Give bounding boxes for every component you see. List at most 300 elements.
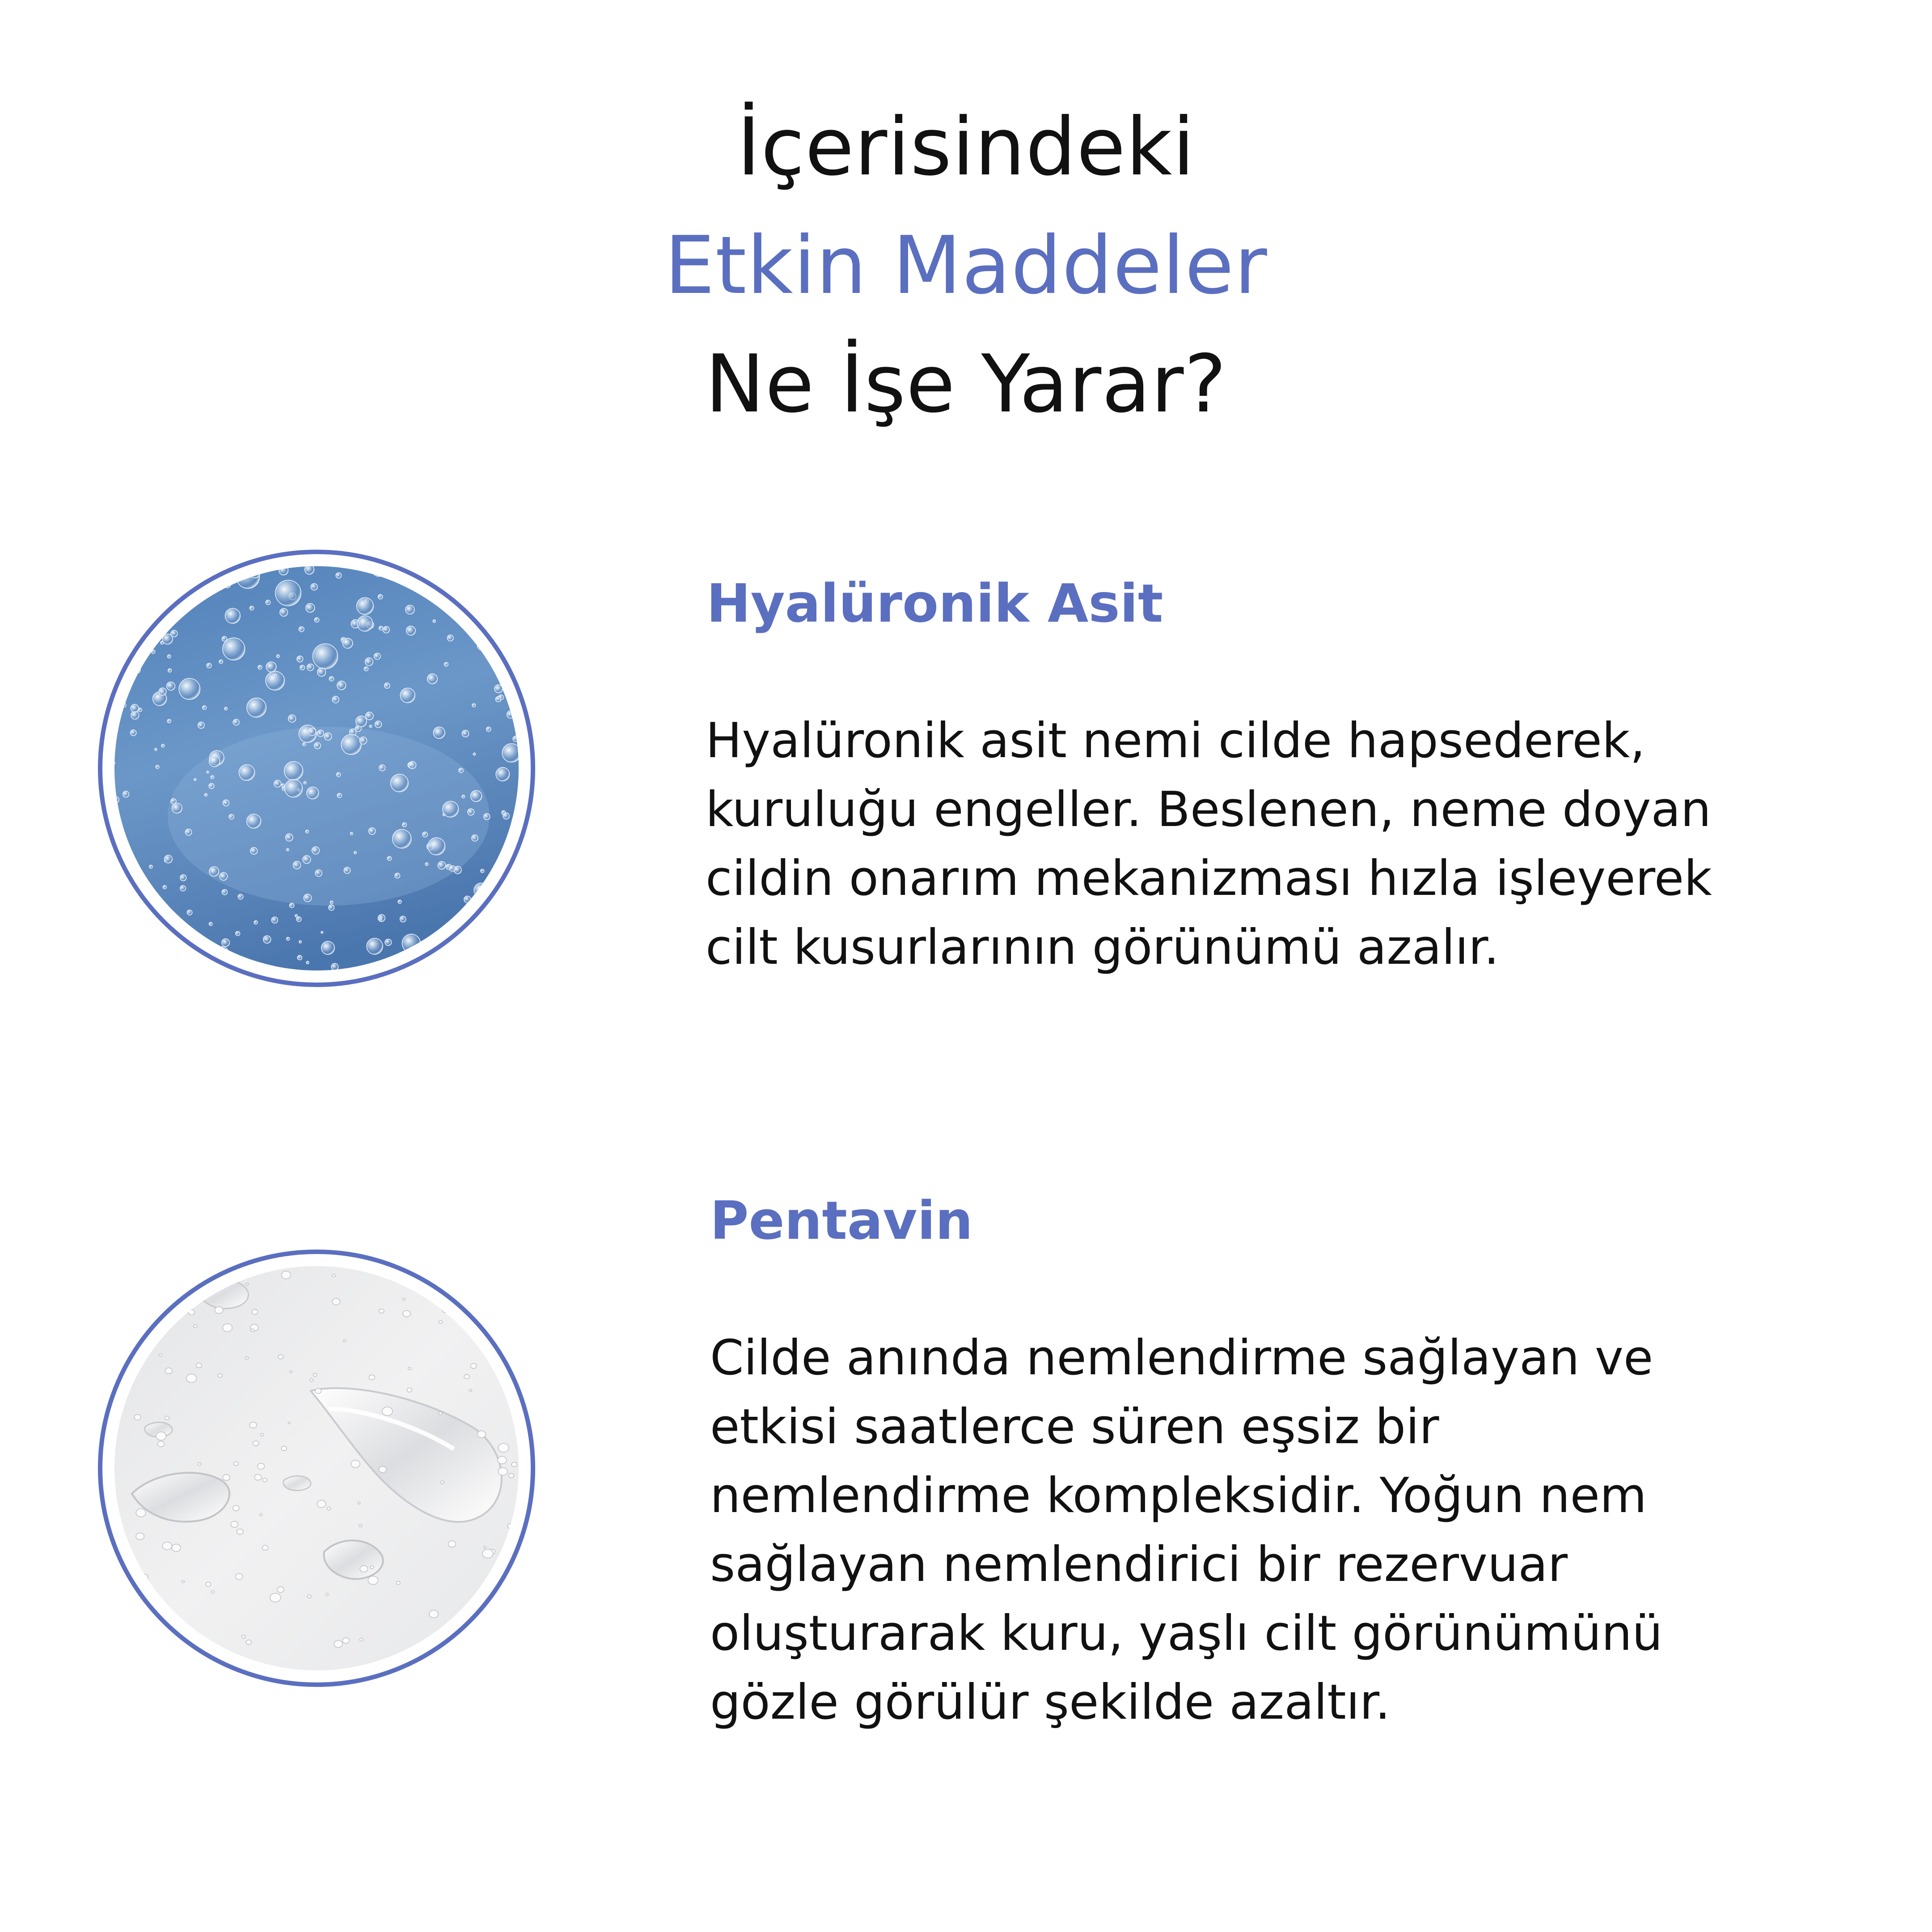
droplet — [211, 1591, 214, 1593]
bubble — [297, 656, 303, 662]
droplet — [509, 1473, 514, 1478]
bubble — [288, 715, 296, 722]
bubble — [317, 668, 326, 677]
droplet — [215, 1307, 223, 1313]
bubble — [486, 727, 491, 732]
bubble — [297, 955, 302, 960]
droplet — [326, 1593, 329, 1596]
droplet — [223, 1324, 232, 1332]
droplet — [198, 1462, 201, 1465]
bubble — [369, 725, 372, 728]
bubble — [209, 867, 219, 876]
bubble — [447, 635, 453, 641]
droplet — [162, 1542, 172, 1550]
bubble — [247, 814, 261, 828]
droplet — [370, 1566, 374, 1569]
droplet — [245, 1357, 249, 1360]
bubble — [307, 787, 319, 799]
droplet — [360, 1566, 368, 1572]
bubble — [209, 756, 220, 767]
droplet — [145, 1270, 156, 1279]
bubble — [219, 660, 223, 663]
bubble — [387, 856, 391, 860]
water-bubbles-image — [96, 548, 537, 989]
droplet — [327, 1507, 331, 1510]
bubble — [344, 867, 350, 873]
bubble — [507, 636, 510, 639]
droplet — [403, 1310, 410, 1317]
bubble — [306, 603, 315, 612]
bubble — [330, 901, 333, 903]
droplet — [182, 1580, 185, 1583]
droplet — [233, 1462, 238, 1466]
bubble — [445, 565, 471, 591]
bubble — [176, 575, 189, 588]
bubble — [336, 573, 341, 578]
droplet — [358, 1502, 360, 1504]
bubble — [313, 644, 338, 669]
bubble — [250, 847, 258, 855]
bubble — [337, 681, 346, 690]
droplet — [429, 1610, 438, 1618]
bubble — [249, 606, 254, 610]
bubble — [496, 767, 509, 781]
bubble — [180, 875, 186, 881]
droplet — [262, 1545, 268, 1550]
bubble — [304, 781, 306, 784]
bubble — [321, 932, 323, 934]
bubble — [473, 753, 476, 756]
bubble — [144, 621, 150, 627]
bubble — [379, 919, 382, 921]
droplet — [113, 1602, 117, 1605]
droplet — [382, 1407, 393, 1415]
droplet — [203, 1266, 211, 1272]
bubble — [400, 688, 415, 703]
bubble — [409, 762, 416, 769]
bubble — [366, 712, 373, 720]
droplet — [281, 1446, 287, 1451]
bubble — [123, 791, 129, 797]
bubble — [332, 696, 339, 703]
bubble — [165, 855, 173, 863]
droplet — [498, 1444, 509, 1453]
droplet — [448, 1541, 456, 1547]
bubble — [428, 838, 445, 855]
droplet — [251, 1329, 254, 1331]
bubble — [229, 814, 234, 819]
droplet — [258, 1463, 265, 1469]
bubble — [140, 918, 151, 928]
bubble — [258, 665, 262, 669]
bubble — [222, 939, 230, 947]
droplet — [343, 1339, 346, 1342]
bubble — [163, 566, 173, 576]
bubble — [293, 861, 301, 869]
droplet — [278, 1355, 283, 1359]
droplet — [246, 1283, 249, 1285]
water-droplets-image — [96, 1248, 537, 1689]
bubble — [379, 765, 385, 771]
droplet — [196, 1363, 202, 1368]
bubble — [356, 716, 367, 727]
droplet — [439, 1321, 443, 1324]
bubble — [306, 961, 309, 964]
page-title-line-2: Etkin Maddeler — [664, 219, 1268, 312]
droplet — [253, 1441, 259, 1446]
droplet — [191, 1280, 194, 1282]
bubble — [182, 963, 185, 967]
droplet — [498, 1468, 507, 1475]
bubble — [274, 780, 281, 788]
bubble — [448, 963, 451, 966]
droplet — [469, 1657, 472, 1660]
droplet — [408, 1367, 411, 1370]
bubble — [503, 888, 507, 891]
bubble — [400, 916, 406, 922]
bubble — [271, 917, 278, 923]
droplet — [407, 1388, 412, 1392]
droplet — [483, 1546, 486, 1548]
bubble — [311, 584, 317, 590]
bubble — [254, 921, 258, 924]
bubble — [287, 848, 289, 851]
droplet — [307, 1595, 311, 1598]
droplet — [470, 1364, 477, 1368]
bubble — [385, 939, 392, 946]
bubble — [203, 706, 207, 710]
bubble — [204, 793, 207, 796]
bubble — [471, 791, 482, 802]
ingredient-1-line-4: cilt kusurlarının görünümü azalır. — [706, 919, 1499, 975]
bubble — [433, 620, 435, 623]
bubble — [303, 856, 311, 864]
bubble — [331, 963, 338, 970]
bubble — [472, 703, 476, 707]
bubble — [385, 683, 390, 688]
bubble — [185, 829, 191, 835]
bubble — [186, 953, 194, 960]
bubble — [163, 886, 166, 889]
bubble — [471, 583, 475, 587]
bubble — [438, 861, 445, 869]
bubble — [274, 674, 277, 677]
bubble — [179, 678, 200, 699]
droplet — [206, 1582, 211, 1587]
droplet — [317, 1500, 326, 1508]
bubble — [314, 618, 319, 622]
droplet — [218, 1374, 222, 1377]
bubble — [220, 873, 228, 881]
droplet — [334, 1640, 342, 1648]
droplet — [396, 1581, 400, 1585]
bubble — [486, 911, 492, 917]
ingredient-2-line-4: sağlayan nemlendirici bir rezervuar — [710, 1537, 1568, 1593]
bubble — [321, 941, 334, 954]
droplet — [260, 1433, 263, 1436]
bubble — [239, 765, 254, 780]
bubble — [425, 863, 428, 865]
droplet — [237, 1529, 244, 1534]
bubble — [131, 704, 139, 712]
bubble — [295, 915, 298, 917]
droplet — [315, 1388, 321, 1394]
bubble — [509, 963, 511, 966]
bubble — [433, 727, 445, 738]
bubble — [449, 866, 455, 872]
bubble — [393, 829, 411, 848]
bubble — [462, 795, 465, 798]
bubble — [277, 655, 280, 658]
droplet — [121, 1667, 123, 1669]
droplet — [233, 1505, 239, 1511]
bubble — [198, 722, 204, 728]
bubble — [359, 737, 367, 744]
bubble — [247, 698, 266, 717]
bubble — [167, 682, 175, 691]
droplet — [136, 1533, 144, 1540]
bubble — [481, 869, 484, 873]
droplet — [402, 1298, 405, 1301]
bubble — [484, 813, 490, 820]
droplet — [153, 1655, 163, 1663]
bubble — [443, 801, 459, 818]
droplet — [498, 1662, 506, 1669]
bubble — [159, 688, 166, 695]
bubble — [296, 917, 301, 922]
droplet — [506, 1339, 514, 1346]
bubble — [238, 894, 243, 899]
bubble — [505, 926, 508, 929]
bubble — [398, 900, 402, 903]
droplet — [368, 1576, 378, 1585]
bubble — [287, 937, 290, 941]
bubble — [468, 809, 474, 815]
ingredient-1-line-3: cildin onarım mekanizması hızla işleyerek — [706, 851, 1712, 907]
droplet — [241, 1635, 245, 1638]
droplet — [379, 1466, 387, 1473]
droplet — [498, 1457, 507, 1464]
bubble — [350, 832, 353, 835]
droplet — [332, 1274, 336, 1277]
bubble — [207, 663, 211, 668]
bubble — [307, 664, 314, 671]
bubble — [329, 677, 334, 681]
bubble — [211, 775, 214, 779]
droplet — [236, 1574, 243, 1580]
bubble — [406, 605, 414, 614]
bubble — [168, 669, 172, 672]
bubble — [469, 946, 477, 953]
ingredient-2-line-2: etkisi saatlerce süren eşsiz bir — [710, 1399, 1439, 1455]
bubble — [275, 580, 301, 606]
droplet — [431, 1268, 440, 1275]
bubble — [402, 822, 406, 826]
bubble — [180, 581, 190, 591]
bubble — [266, 600, 270, 605]
bubble — [369, 828, 376, 835]
bubble — [266, 662, 276, 672]
ingredient-2-line-6: gözle görülür şekilde azaltır. — [710, 1674, 1391, 1730]
droplet — [223, 1474, 230, 1480]
bubble — [167, 655, 171, 658]
bubble — [209, 784, 214, 789]
bubble — [286, 834, 293, 841]
bubble — [131, 730, 136, 736]
bubble — [354, 852, 356, 854]
ingredient-2-line-5: oluşturarak kuru, yaşlı cilt görünümünü — [710, 1606, 1663, 1661]
ingredient-1-line-1: Hyalüronik asit nemi cilde hapsederek, — [706, 713, 1645, 769]
droplet — [270, 1593, 281, 1602]
bubble — [144, 609, 147, 612]
bubble — [299, 941, 302, 943]
bubble — [459, 768, 463, 773]
bubble — [342, 638, 353, 648]
bubble — [209, 922, 212, 926]
droplet — [157, 1441, 164, 1447]
droplet — [490, 1264, 495, 1269]
ingredient-1-description — [706, 707, 1712, 982]
bubble — [120, 624, 128, 633]
bubble — [161, 744, 165, 747]
bubble — [357, 597, 374, 614]
droplet — [165, 1416, 169, 1420]
bubble — [117, 662, 122, 668]
bubble — [285, 780, 303, 797]
bubble — [222, 890, 227, 895]
bubble — [496, 564, 502, 569]
droplet — [342, 1638, 349, 1644]
bubble — [324, 733, 332, 741]
droplet — [351, 1460, 360, 1468]
droplet — [332, 1298, 340, 1305]
droplet — [313, 1373, 317, 1377]
bubble — [383, 627, 389, 633]
droplet — [488, 1290, 490, 1292]
ingredient-2-description — [710, 1324, 1663, 1737]
bubble — [281, 784, 284, 787]
bubble — [172, 803, 182, 813]
bubble — [462, 730, 469, 737]
bubble — [315, 870, 322, 877]
bubble — [452, 950, 457, 955]
droplet — [359, 1525, 362, 1527]
bubble — [303, 743, 306, 746]
droplet — [246, 1640, 251, 1644]
bubble — [223, 800, 229, 806]
bubble — [207, 771, 209, 773]
bubble — [427, 674, 438, 684]
droplet — [277, 1587, 284, 1593]
bubble — [263, 936, 271, 943]
bubble — [156, 765, 159, 769]
droplet — [288, 1422, 290, 1424]
bubble — [357, 616, 373, 631]
bubble — [495, 697, 501, 702]
bubble — [194, 779, 196, 781]
bubble — [236, 932, 240, 936]
droplet — [249, 1422, 257, 1428]
bubble — [365, 658, 373, 666]
bubble — [317, 730, 324, 737]
droplet — [290, 1371, 292, 1373]
bubble — [280, 608, 288, 616]
bubble — [472, 835, 478, 841]
bubble — [187, 910, 192, 915]
bubble — [337, 772, 341, 776]
droplet — [379, 1309, 384, 1313]
bubble — [308, 728, 316, 736]
bubble — [406, 626, 416, 636]
bubble — [395, 873, 400, 878]
droplet — [482, 1549, 493, 1558]
bubble — [329, 905, 334, 911]
droplet — [478, 1431, 486, 1438]
bubble — [341, 734, 361, 754]
ingredient-2-name: Pentavin — [710, 1190, 973, 1251]
droplet — [165, 1368, 172, 1374]
bubble — [337, 793, 342, 798]
droplet — [194, 1325, 197, 1328]
droplet — [262, 1478, 267, 1482]
droplet — [231, 1521, 238, 1528]
droplet — [156, 1432, 166, 1441]
droplet — [260, 1513, 262, 1516]
bubble — [223, 638, 245, 660]
bubble — [304, 894, 311, 902]
bubble — [507, 598, 510, 601]
page-title-line-3: Ne İşe Yarar? — [705, 338, 1227, 430]
bubble — [155, 748, 157, 750]
bubble — [367, 938, 383, 954]
bubble — [503, 813, 509, 819]
bubble — [167, 719, 171, 723]
bubble — [375, 721, 382, 728]
bubble — [374, 653, 380, 659]
droplet — [186, 1374, 197, 1382]
page-title-line-1: İçerisindeki — [737, 101, 1195, 193]
droplet — [310, 1379, 313, 1381]
droplet — [441, 1481, 444, 1483]
bubble — [180, 886, 186, 891]
bubble — [233, 719, 239, 725]
droplet — [117, 1275, 123, 1280]
droplet — [369, 1375, 375, 1380]
bubble — [364, 667, 368, 671]
droplet — [254, 1474, 261, 1480]
ingredient-1-name: Hyalüronik Asit — [706, 572, 1163, 634]
ingredient-2-line-3: nemlendirme kompleksidir. Yoğun nem — [710, 1468, 1647, 1524]
bubble — [222, 636, 227, 641]
droplet — [439, 1412, 442, 1415]
droplet — [281, 1271, 291, 1279]
droplet — [464, 1374, 469, 1379]
droplet — [134, 1415, 141, 1420]
droplet — [469, 1390, 472, 1392]
bubble — [289, 903, 294, 907]
ingredient-1-line-2: kuruluğu engeller. Beslenen, neme doyan — [706, 782, 1712, 838]
droplet — [136, 1509, 146, 1517]
droplet — [359, 1638, 363, 1641]
bubble — [114, 961, 118, 964]
ingredient-2-line-1: Cilde anında nemlendirme sağlayan ve — [710, 1330, 1653, 1386]
bubble — [378, 594, 383, 599]
bubble — [305, 830, 309, 833]
bubble — [224, 707, 228, 710]
bubble — [432, 573, 437, 578]
bubble — [391, 774, 409, 792]
droplet — [512, 1462, 517, 1467]
